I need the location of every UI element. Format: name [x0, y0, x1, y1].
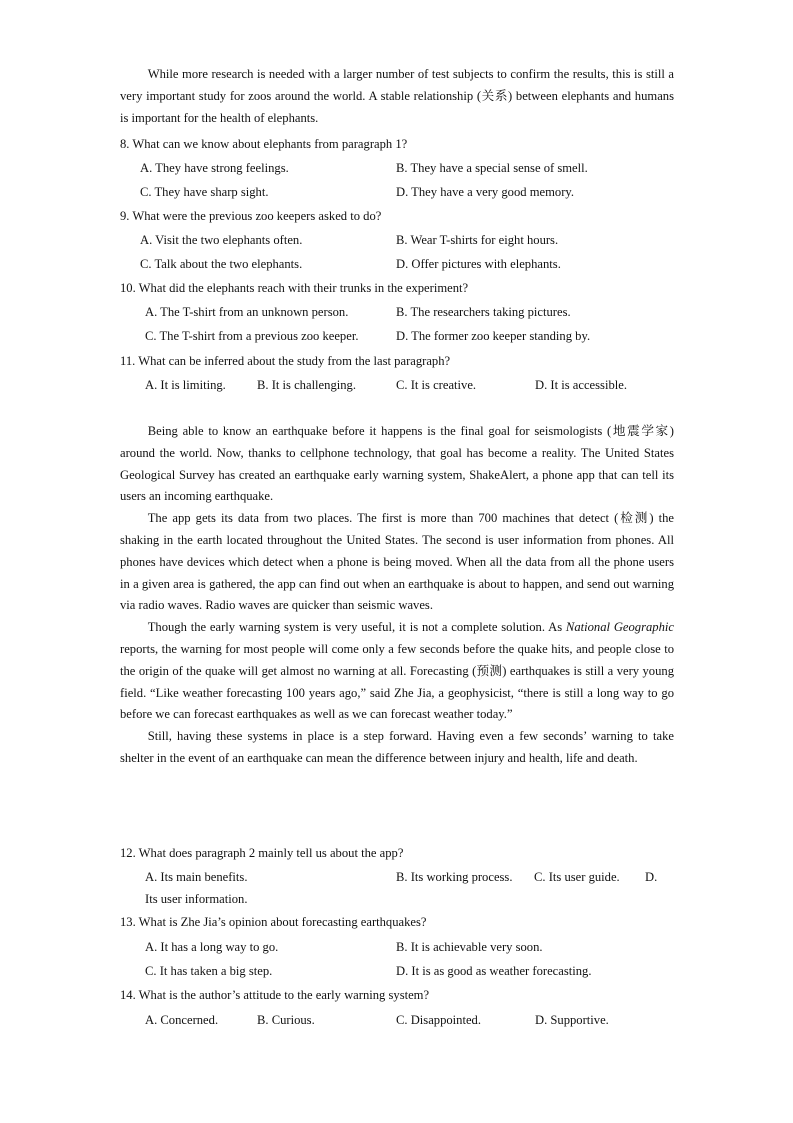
option-d-text[interactable]: Its user information. — [145, 892, 248, 906]
option-c[interactable]: C. It is creative. — [396, 378, 477, 392]
option-c[interactable]: C. It has taken a big step. — [145, 964, 273, 978]
paragraph-3-text-end: reports, the warning for most people will come only a few seconds before the quake hits, and people close to the origin of the quake will get almost no warning at all. Forecasting (预测) earthquakes is still a very young field. “Like weather forecasting 100 years ago,” said Zhe Jia, a geophysicist, “there is still a long way to go before we can forecast earthquakes as well as we can forecast weather today.” — [120, 641, 674, 722]
question-8-options — [140, 158, 680, 206]
passage2-paragraph-3 — [120, 617, 674, 726]
option-d[interactable]: D. It is accessible. — [535, 378, 627, 392]
question-9 — [120, 206, 680, 226]
option-a[interactable]: A. Visit the two elephants often. — [140, 233, 303, 247]
option-b[interactable]: B. The researchers taking pictures. — [396, 305, 571, 319]
question-13 — [120, 912, 680, 932]
option-a[interactable]: A. It has a long way to go. — [145, 940, 279, 954]
question-12-options — [145, 867, 685, 913]
option-d-letter[interactable]: D. — [645, 870, 658, 884]
question-number: 9. — [120, 209, 130, 223]
question-12 — [120, 843, 680, 863]
question-10 — [120, 278, 680, 298]
passage2 — [120, 421, 674, 770]
option-c[interactable]: C. Disappointed. — [396, 1013, 482, 1027]
passage1 — [120, 64, 674, 129]
option-d[interactable]: D. It is as good as weather forecasting. — [396, 964, 592, 978]
passage2-paragraph-1: Being able to know an earthquake before it happens is the final goal for seismologists (地震学家) around the world. Now, thanks to cellphone technology, that goal has become a reality. The United States Geological Survey has created an earthquake early warning system, ShakeAlert, a phone app that can tell its users an incoming earthquake. — [120, 424, 674, 504]
question-14-options — [145, 1010, 685, 1034]
question-text: What is Zhe Jia’s opinion about forecasting earthquakes? — [138, 915, 427, 929]
passage1-paragraph: While more research is needed with a larger number of test subjects to confirm the results, this is still a very important study for zoos around the world. A stable relationship (关系) between elephants and humans is important for the health of elephants. — [120, 67, 674, 125]
question-11-options — [145, 375, 685, 399]
question-8 — [120, 134, 680, 154]
question-text: What can we know about elephants from paragraph 1? — [132, 137, 408, 151]
question-14 — [120, 985, 680, 1005]
option-b[interactable]: B. Wear T-shirts for eight hours. — [396, 233, 559, 247]
question-number: 14. — [120, 988, 136, 1002]
question-text: What does paragraph 2 mainly tell us about the app? — [138, 846, 404, 860]
option-d[interactable]: D. The former zoo keeper standing by. — [396, 329, 591, 343]
question-11 — [120, 351, 680, 371]
question-number: 8. — [120, 137, 130, 151]
option-a[interactable]: A. Concerned. — [145, 1013, 219, 1027]
option-a[interactable]: A. The T-shirt from an unknown person. — [145, 305, 349, 319]
question-9-options — [140, 230, 680, 278]
question-number: 11. — [120, 354, 136, 368]
passage2-paragraph-2: The app gets its data from two places. The first is more than 700 machines that detect (检测) the shaking in the earth located throughout the United States. The second is user information from phones. All phones have devices which detect when a phone is being moved. When all the data from all the phone users in a given area is gathered, the app can find out when an earthquake is about to happen, and send out warning via radio waves. Radio waves are quicker than seismic waves. — [120, 511, 674, 613]
option-c[interactable]: C. They have sharp sight. — [140, 185, 269, 199]
option-d[interactable]: D. Supportive. — [535, 1013, 609, 1027]
question-number: 12. — [120, 846, 136, 860]
passage2-paragraph-4: Still, having these systems in place is a step forward. Having even a few seconds’ warning to take shelter in the event of an earthquake can mean the difference between injury and health, life and death. — [120, 729, 674, 765]
question-13-options — [145, 937, 685, 985]
paragraph-3-text-start: Though the early warning system is very useful, it is not a complete solution. As — [147, 620, 566, 635]
option-b[interactable]: B. Curious. — [257, 1013, 315, 1027]
question-number: 10. — [120, 281, 136, 295]
question-10-options — [145, 302, 685, 350]
question-text: What were the previous zoo keepers asked to do? — [132, 209, 382, 223]
option-b[interactable]: B. Its working process. — [396, 870, 513, 884]
option-c[interactable]: C. Its user guide. — [534, 870, 620, 884]
option-c[interactable]: C. The T-shirt from a previous zoo keeper. — [145, 329, 359, 343]
question-text: What is the author’s attitude to the early warning system? — [138, 988, 430, 1002]
option-d[interactable]: D. Offer pictures with elephants. — [396, 257, 561, 271]
option-b[interactable]: B. It is achievable very soon. — [396, 940, 543, 954]
option-a[interactable]: A. Its main benefits. — [145, 870, 248, 884]
option-a[interactable]: A. It is limiting. — [145, 378, 226, 392]
magazine-title: National Geographic — [565, 620, 674, 635]
option-b[interactable]: B. It is challenging. — [257, 378, 356, 392]
option-a[interactable]: A. They have strong feelings. — [140, 161, 289, 175]
option-d[interactable]: D. They have a very good memory. — [396, 185, 575, 199]
question-text: What can be inferred about the study from the last paragraph? — [138, 354, 451, 368]
question-number: 13. — [120, 915, 136, 929]
option-b[interactable]: B. They have a special sense of smell. — [396, 161, 588, 175]
option-c[interactable]: C. Talk about the two elephants. — [140, 257, 303, 271]
question-text: What did the elephants reach with their trunks in the experiment? — [138, 281, 469, 295]
